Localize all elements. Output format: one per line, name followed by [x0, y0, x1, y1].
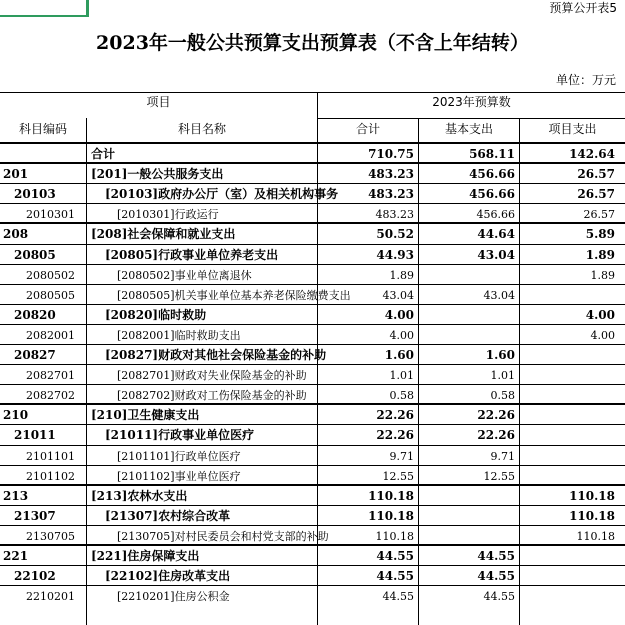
table-row-code: 21307 — [14, 509, 56, 523]
table-row-project: 26.57 — [577, 167, 615, 181]
table-row-basic — [419, 305, 519, 326]
table-row-project: 1.89 — [585, 248, 615, 262]
table-row-basic: 12.55 — [483, 470, 515, 483]
table-row-project: 4.00 — [590, 329, 615, 342]
table-row-code: 2080502 — [26, 269, 75, 282]
table-row-project: 110.18 — [569, 509, 615, 523]
table-row-project: 110.18 — [569, 489, 615, 503]
table-row-total: 483.23 — [368, 167, 414, 181]
table-row-project — [520, 546, 624, 567]
table-row-name: [221]住房保障支出 — [91, 549, 200, 563]
table-row-basic: 456.66 — [469, 167, 515, 181]
table-row-basic: 1.60 — [485, 348, 515, 362]
table-row-code: 2082001 — [26, 329, 75, 342]
table-row-project: 1.89 — [590, 269, 615, 282]
table-row-name: [201]一般公共服务支出 — [91, 167, 224, 181]
table-row-total: 44.55 — [376, 569, 414, 583]
table-row-name: [2082702]财政对工伤保险基金的补助 — [117, 389, 307, 402]
table-row-basic: 22.26 — [477, 428, 515, 442]
table-row-code: 2130705 — [26, 530, 75, 543]
table-row-project — [520, 285, 624, 306]
table-row-name: [2101101]行政单位医疗 — [117, 450, 241, 463]
table-row-basic: 44.55 — [483, 590, 515, 603]
table-row-total: 43.04 — [382, 289, 414, 302]
table-row-name: [2080502]事业单位离退休 — [117, 269, 252, 282]
doc-label: 预算公开表5 — [549, 1, 617, 15]
table-row-name: [20827]财政对其他社会保险基金的补助 — [105, 348, 327, 362]
table-row-basic: 568.11 — [469, 147, 515, 161]
table-row-basic — [419, 486, 519, 507]
table-row-total: 4.00 — [384, 308, 414, 322]
table-row-total: 44.93 — [376, 248, 414, 262]
table-row-name: [21011]行政事业单位医疗 — [105, 428, 255, 442]
table-row-code: 20827 — [14, 348, 56, 362]
table-row-basic: 44.55 — [477, 569, 515, 583]
table-row-project: 26.57 — [577, 187, 615, 201]
header-basic: 基本支出 — [444, 122, 493, 136]
table-row-basic: 22.26 — [477, 408, 515, 422]
table-row-code: 221 — [3, 549, 29, 563]
table-row-total: 50.52 — [376, 227, 414, 241]
header-group-item: 项目 — [146, 95, 171, 109]
table-row-total: 1.01 — [389, 369, 414, 382]
table-row-total: 110.18 — [368, 489, 414, 503]
table-row-name: [22102]住房改革支出 — [105, 569, 231, 583]
table-row-name: [208]社会保障和就业支出 — [91, 227, 236, 241]
table-row-total: 1.89 — [389, 269, 414, 282]
selection-marker-underline — [0, 15, 89, 17]
table-row-project: 4.00 — [585, 308, 615, 322]
table-row-name: [210]卫生健康支出 — [91, 408, 200, 422]
header-project: 项目支出 — [548, 122, 597, 136]
table-row-code: 2082701 — [26, 369, 75, 382]
table-row-code: 208 — [3, 227, 29, 241]
table-row-project: 5.89 — [585, 227, 615, 241]
table-row-project — [520, 405, 624, 426]
table-row-name: [20103]政府办公厅（室）及相关机构事务 — [105, 187, 339, 201]
table-row-basic: 43.04 — [477, 248, 515, 262]
table-row-name: 合计 — [91, 147, 116, 161]
unit-label: 单位：万元 — [555, 73, 616, 87]
table-row-total: 110.18 — [375, 530, 414, 543]
table-row-code: 2080505 — [26, 289, 75, 302]
table-row-total: 44.55 — [382, 590, 414, 603]
table-row-code: 2101101 — [26, 450, 75, 463]
header-group-budget: 2023年预算数 — [432, 95, 511, 109]
table-row-name: [2101102]事业单位医疗 — [117, 470, 241, 483]
table-row-total: 483.23 — [368, 187, 414, 201]
table-row-project: 110.18 — [576, 530, 615, 543]
table-row-name: [213]农林水支出 — [91, 489, 188, 503]
table-row-total: 22.26 — [376, 428, 414, 442]
table-row-name: [2082701]财政对失业保险基金的补助 — [117, 369, 307, 382]
table-row-total: 1.60 — [384, 348, 414, 362]
table-row-name: [2210201]住房公积金 — [117, 590, 230, 603]
table-row-total: 110.18 — [368, 509, 414, 523]
table-row-code: 22102 — [14, 569, 56, 583]
table-row-basic: 44.64 — [477, 227, 515, 241]
table-row-name: [20820]临时救助 — [105, 308, 207, 322]
table-row-project — [520, 446, 624, 467]
table-row-project: 142.64 — [569, 147, 615, 161]
header-total: 合计 — [355, 122, 380, 136]
table-row-code: 20805 — [14, 248, 56, 262]
table-row-total: 22.26 — [376, 408, 414, 422]
table-row-total: 483.23 — [375, 208, 414, 221]
table-row-total: 44.55 — [376, 549, 414, 563]
table-row-basic: 456.66 — [469, 187, 515, 201]
table-row-basic: 43.04 — [483, 289, 515, 302]
header-top-line — [0, 92, 625, 93]
table-row-code: 20103 — [14, 187, 56, 201]
table-row-project — [520, 586, 624, 607]
table-row-name: [2010301]行政运行 — [117, 208, 219, 221]
table-row-total: 9.71 — [389, 450, 414, 463]
header-sub-line — [318, 118, 625, 119]
page-title: 2023年一般公共预算支出预算表（不含上年结转） — [96, 32, 529, 54]
table-row-name: [2130705]对村民委员会和村党支部的补助 — [117, 530, 329, 543]
table-row-name: [21307]农村综合改革 — [105, 509, 231, 523]
table-row-basic — [419, 506, 519, 527]
table-row-code: 2101102 — [26, 470, 75, 483]
header-name: 科目名称 — [177, 122, 226, 136]
budget-table — [0, 92, 625, 625]
table-row-code: 213 — [3, 489, 29, 503]
table-row-basic — [419, 265, 519, 286]
table-row-name: [2080505]机关事业单位基本养老保险缴费支出 — [117, 289, 351, 302]
header-code: 科目编码 — [18, 122, 67, 136]
table-row-project: 26.57 — [583, 208, 615, 221]
table-row-basic: 456.66 — [476, 208, 515, 221]
table-row-total: 4.00 — [389, 329, 414, 342]
table-row-code: 2210201 — [26, 590, 75, 603]
table-row-basic: 44.55 — [477, 549, 515, 563]
table-row-code: 210 — [3, 408, 29, 422]
table-row-total: 710.75 — [368, 147, 414, 161]
table-row-basic: 1.01 — [490, 369, 515, 382]
table-row-basic: 0.58 — [490, 389, 515, 402]
table-row-basic: 9.71 — [490, 450, 515, 463]
table-row-code: 21011 — [14, 428, 56, 442]
table-row-project — [520, 566, 624, 587]
table-row-project — [520, 425, 624, 446]
table-row-code: 2010301 — [26, 208, 75, 221]
table-row-project — [520, 365, 624, 386]
table-row-code: 201 — [3, 167, 29, 181]
table-row-name: [2082001]临时救助支出 — [117, 329, 241, 342]
table-row-total: 12.55 — [382, 470, 414, 483]
table-row-basic — [419, 325, 519, 346]
table-row-total: 0.58 — [389, 389, 414, 402]
table-row-code: 20820 — [14, 308, 56, 322]
table-row-name: [20805]行政事业单位养老支出 — [105, 248, 279, 262]
table-row-code: 2082702 — [26, 389, 75, 402]
table-row-project — [520, 345, 624, 366]
